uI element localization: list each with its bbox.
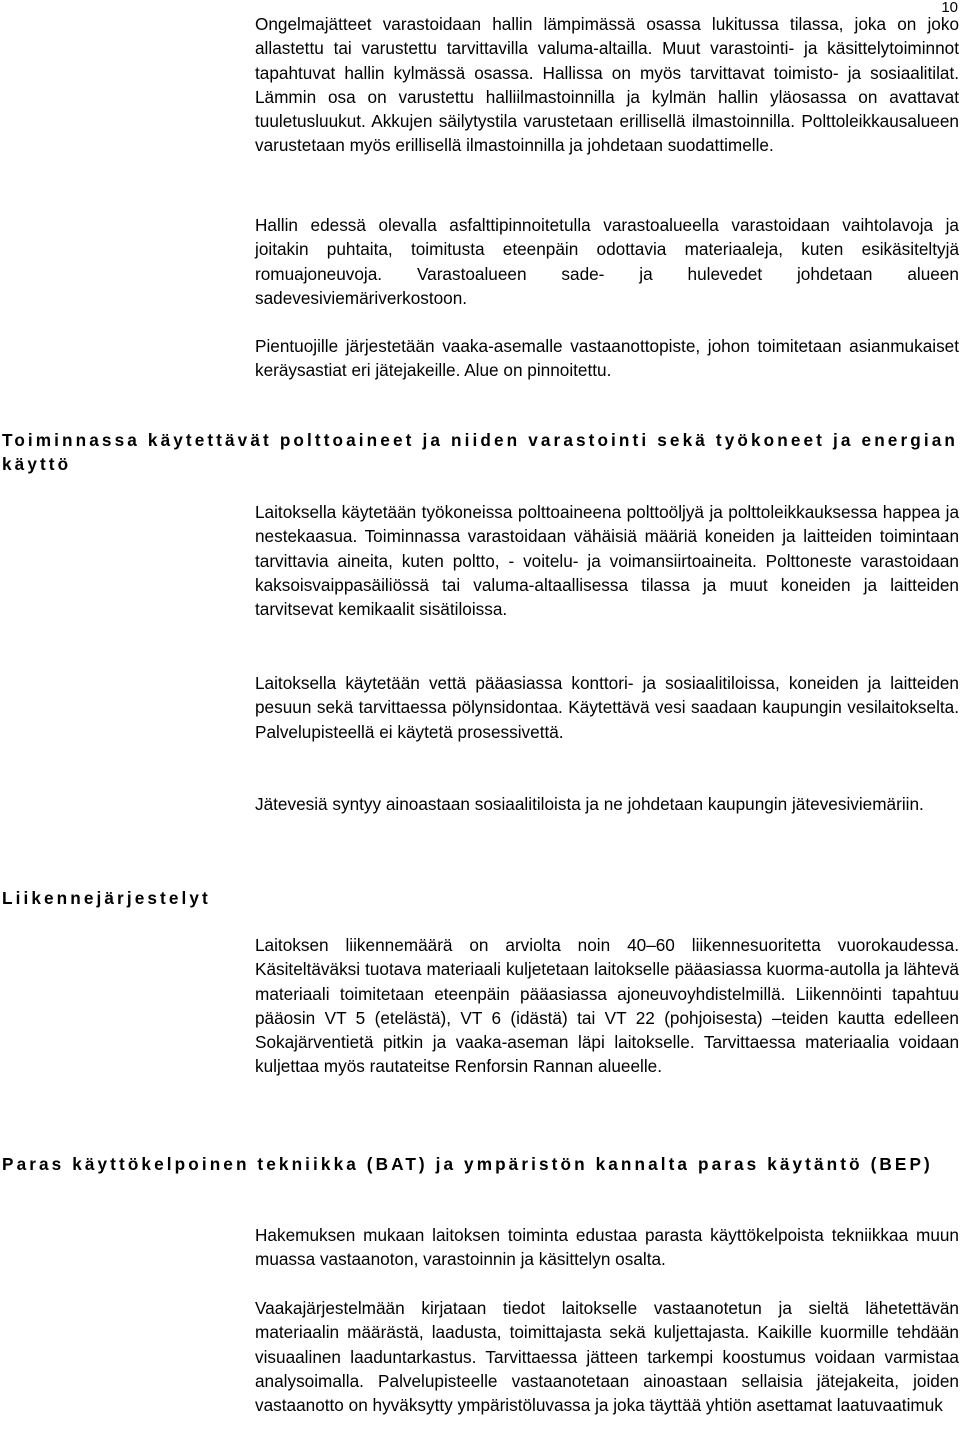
paragraph-weighing-system: Vaakajärjestelmään kirjataan tiedot laitokselle vastaanotetun ja sieltä lähetettävän materiaalin määrästä, laadusta, toimittajasta sekä kuljettajasta. Kaikille kuormille tehdään visuaalinen laaduntarkastus. Tarvittaessa jätteen tarkempi koostumus voidaan varmistaa analysoimalla. Palvelupisteelle vastaanotetaan ainoastaan sellaisia jätejakeita, joiden vastaanotto on hyväksytty ympäristöluvassa ja joka täyttää yhtiön asettamat laatuvaatimuk [255, 1298, 959, 1416]
heading-traffic: Liikennejärjestelyt [2, 888, 211, 908]
paragraph-hazardous-waste: Ongelmajätteet varastoidaan hallin lämpimässä osassa lukitussa tilassa, joka on joko allastettu tai varustettu tarvittavilla valuma-altailla. Muut varastointi- ja käsittelytoiminnot tapahtuvat hallin kylmässä osassa. Hallissa on myös tarvittavat toimisto- ja sosiaalitilat. Lämmin osa on varustettu halliilmastoinnilla ja kylmän hallin yläosassa on avattavat tuuletusluukut. Akkujen säilytystila varustetaan erillisellä ilmastoinnilla. Polttoleikkausalueen varustetaan myös erillisellä ilmastoinnilla ja johdetaan suodattimelle. [255, 14, 959, 156]
paragraph-small-deliverers: Pientuojille järjestetään vaaka-asemalle vastaanottopiste, johon toimitetaan asianmukaiset keräysastiat eri jätejakeille. Alue on pinnoitettu. [255, 336, 959, 381]
paragraph-storage-area: Hallin edessä olevalla asfalttipinnoitetulla varastoalueella varastoidaan vaihtolavoja ja joitakin puhtaita, toimitusta eteenpäin odottavia materiaaleja, kuten esikäsiteltyjä romuajoneuvoja. Varastoalueen sade- ja hulevedet johdetaan alueen sadevesiviemäriverkostoon. [255, 215, 959, 308]
heading-fuels-energy: Toiminnassa käytettävät polttoaineet ja niiden varastointi sekä työkoneet ja energian käyttö [2, 430, 958, 475]
paragraph-fuels: Laitoksella käytetään työkoneissa polttoaineena polttoöljyä ja polttoleikkauksessa happea ja nestekaasua. Toiminnassa varastoidaan vähäisiä määriä koneiden ja laitteiden toimintaan tarvittavia aineita, kuten poltto, - voitelu- ja voimansiirtoaineita. Polttoneste varastoidaan kaksoisvaippasäiliössä tai valuma-altaallisessa tilassa ja muut koneiden ja laitteiden tarvitsevat kemikaalit sisätiloissa. [255, 502, 959, 620]
paragraph-wastewater: Jätevesiä syntyy ainoastaan sosiaalitiloista ja ne johdetaan kaupungin jätevesiviemäriin. [255, 794, 924, 814]
paragraph-bat: Hakemuksen mukaan laitoksen toiminta edustaa parasta käyttökelpoista tekniikkaa muun muassa vastaanoton, varastoinnin ja käsittelyn osalta. [255, 1225, 959, 1270]
heading-bat-bep: Paras käyttökelpoinen tekniikka (BAT) ja ympäristön kannalta paras käytäntö (BEP) [2, 1154, 933, 1174]
paragraph-water-use: Laitoksella käytetään vettä pääasiassa konttori- ja sosiaalitiloissa, koneiden ja laitteiden pesuun sekä tarvittaessa pölynsidontaa. Käytettävä vesi saadaan kaupungin vesilaitokselta. Palvelupisteellä ei käytetä prosessivettä. [255, 673, 959, 742]
page-number: 10 [941, 0, 958, 16]
paragraph-traffic: Laitoksen liikennemäärä on arviolta noin 40–60 liikennesuoritetta vuorokaudessa. Käsiteltäväksi tuotava materiaali kuljetetaan laitokselle pääasiassa kuorma-autolla ja lähtevä materiaali toimitetaan eteenpäin pääasiassa ajoneuvoyhdistelmillä. Liikennöinti tapahtuu pääosin VT 5 (etelästä), VT 6 (idästä) tai VT 22 (pohjoisesta) –teiden kautta edelleen Sokajärventietä pitkin ja vaaka-aseman läpi laitokselle. Tarvittaessa materiaalia voidaan kuljettaa myös rautateitse Renforsin Rannan alueelle. [255, 935, 959, 1077]
